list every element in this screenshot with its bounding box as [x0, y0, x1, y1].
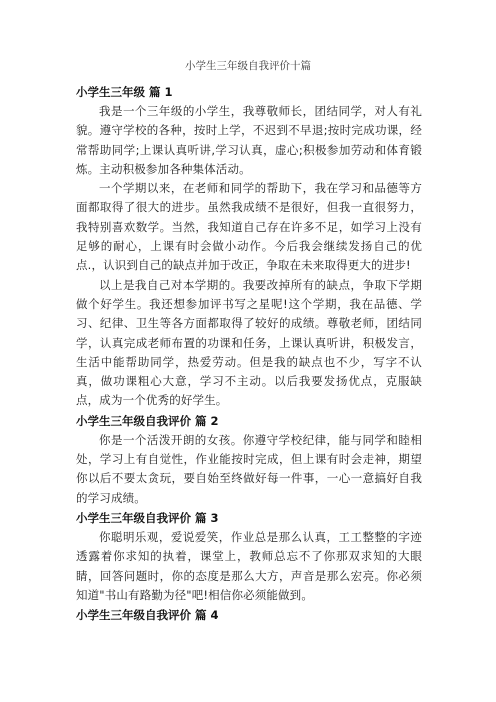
section-heading: 小学生三年级自我评价 篇 4: [76, 608, 219, 623]
paragraph: 你聪明乐观，爱说爱笑，作业总是那么认真，工工整整的字迹透露着你求知的执着，课堂上，教师总忘不了你那双求知的大眼睛，回答问题时，你的态度是那么大方，声音是那么宏亮。你必须知道"书山有路勤为径"吧!相信你必须能做到。: [76, 529, 422, 602]
paragraph: 一个学期以来，在老师和同学的帮助下，我在学习和品德等方面都取得了很大的进步。虽然我成绩不是很好，但我一直很努力，我特别喜欢数学。当然，我知道自己存在许多不足，如学习上没有足够的耐心，上课有时会做小动作。今后我会继续发扬自己的优点.，认识到自己的缺点并加于改正，争取在未来取得更大的进步!: [76, 181, 422, 273]
section-heading: 小学生三年级自我评价 篇 3: [76, 510, 219, 525]
section-heading: 小学生三年级 篇 1: [76, 85, 173, 99]
document-body: [76, 82, 422, 625]
paragraph: 你是一个活泼开朗的女孩。你遵守学校纪律，能与同学和睦相处，学习上有自觉性，作业能按时完成，但上课有时会走神，期望你以后不要太贪玩，要自始至终做好每一件事，一心一意搞好自我的学习成绩。: [76, 432, 422, 505]
paragraph: 我是一个三年级的小学生，我尊敬师长，团结同学，对人有礼貌。遵守学校的各种，按时上学，不迟到不早退;按时完成功课，经常帮助同学;上课认真听讲,学习认真，虚心;积极参加劳动和体育锻炼。主动积极参加各种集体活动。: [76, 104, 422, 176]
paragraph: 以上是我自己对本学期的。我要改掉所有的缺点，争取下学期做个好学生。我还想参加评书写之星呢!这个学期，我在品德、学习、纪律、卫生等各方面都取得了较好的成绩。尊敬老师，团结同学，认真完成老师布置的功课和任务，上课认真听讲，积极发言，生活中能帮助同学，热爱劳动。但是我的缺点也不少，写字不认真，做功课粗心大意，学习不主动。以后我要发扬优点，克服缺点，成为一个优秀的好学生。: [76, 277, 422, 408]
document-title: 小学生三年级自我评价十篇: [185, 60, 311, 72]
section-heading: 小学生三年级自我评价 篇 2: [76, 413, 219, 428]
